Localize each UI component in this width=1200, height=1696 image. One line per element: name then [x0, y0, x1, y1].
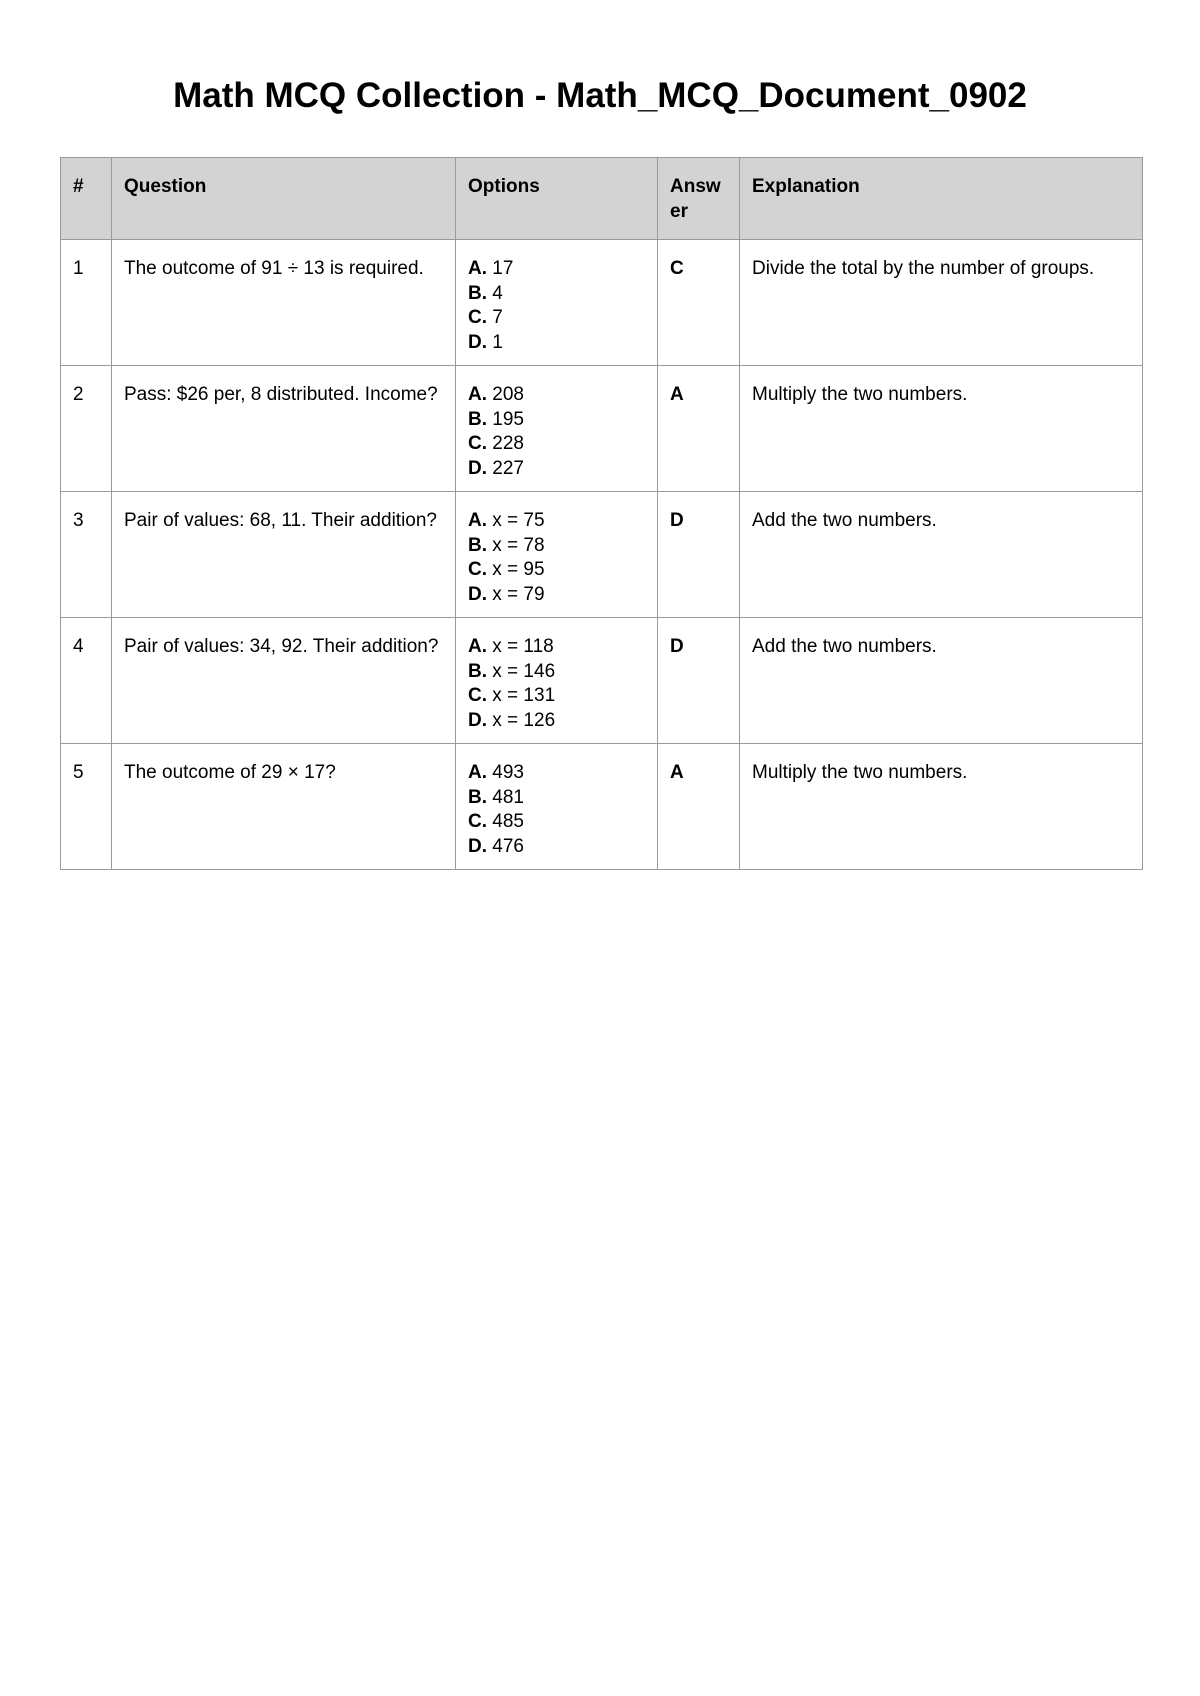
table-header — [61, 158, 1143, 240]
option-letter: D. — [468, 709, 487, 731]
option-text: 227 — [487, 457, 524, 479]
explanation-text: Add the two numbers. — [740, 618, 1143, 744]
header-options: Options — [456, 158, 658, 240]
option-letter: D. — [468, 835, 487, 857]
option-line — [468, 761, 645, 786]
option-line — [468, 835, 645, 860]
option-line — [468, 257, 645, 282]
option-text: x = 95 — [487, 559, 545, 580]
question-number: 3 — [61, 492, 112, 618]
answer-cell: C — [658, 240, 740, 366]
option-line — [468, 432, 645, 457]
option-text: x = 131 — [487, 685, 556, 706]
option-text: x = 146 — [487, 660, 556, 682]
table-row — [61, 240, 1143, 366]
option-line — [468, 709, 645, 734]
option-letter: D. — [468, 583, 487, 605]
option-text: 493 — [487, 762, 524, 783]
option-letter: B. — [468, 534, 487, 556]
option-line — [468, 635, 645, 660]
option-text: x = 78 — [487, 534, 545, 556]
option-line — [468, 306, 645, 331]
question-number: 4 — [61, 618, 112, 744]
option-line — [468, 331, 645, 356]
option-line — [468, 810, 645, 835]
option-line — [468, 282, 645, 307]
option-text: x = 79 — [487, 583, 545, 605]
table-row — [61, 492, 1143, 618]
option-text: 17 — [487, 258, 514, 279]
explanation-text: Divide the total by the number of groups. — [740, 240, 1143, 366]
table-row — [61, 618, 1143, 744]
option-letter: A. — [468, 762, 487, 783]
option-line — [468, 786, 645, 811]
option-letter: D. — [468, 331, 487, 353]
answer-cell: D — [658, 492, 740, 618]
option-text: 195 — [487, 408, 524, 430]
option-text: x = 126 — [487, 709, 556, 731]
option-letter: B. — [468, 282, 487, 304]
answer-cell: D — [658, 618, 740, 744]
answer-cell: A — [658, 744, 740, 870]
option-letter: C. — [468, 811, 487, 832]
table-body — [61, 240, 1143, 870]
option-letter: B. — [468, 786, 487, 808]
option-text: 4 — [487, 282, 503, 304]
option-line — [468, 684, 645, 709]
question-number: 1 — [61, 240, 112, 366]
option-text: 208 — [487, 384, 524, 405]
option-letter: A. — [468, 510, 487, 531]
question-text: The outcome of 29 × 17? — [112, 744, 456, 870]
options-cell — [456, 366, 658, 492]
question-text: The outcome of 91 ÷ 13 is required. — [112, 240, 456, 366]
header-row — [61, 158, 1143, 240]
option-line — [468, 383, 645, 408]
option-line — [468, 534, 645, 559]
options-cell — [456, 744, 658, 870]
option-line — [468, 558, 645, 583]
option-text: x = 118 — [487, 636, 554, 657]
table-row — [61, 744, 1143, 870]
mcq-table — [60, 157, 1143, 870]
option-text: 476 — [487, 835, 524, 857]
option-text: 7 — [487, 307, 503, 328]
question-text: Pass: $26 per, 8 distributed. Income? — [112, 366, 456, 492]
option-letter: A. — [468, 258, 487, 279]
question-text: Pair of values: 34, 92. Their addition? — [112, 618, 456, 744]
question-text: Pair of values: 68, 11. Their addition? — [112, 492, 456, 618]
option-letter: C. — [468, 685, 487, 706]
answer-cell: A — [658, 366, 740, 492]
header-explanation: Explanation — [740, 158, 1143, 240]
option-text: 228 — [487, 433, 524, 454]
explanation-text: Multiply the two numbers. — [740, 744, 1143, 870]
options-cell — [456, 618, 658, 744]
option-letter: C. — [468, 433, 487, 454]
option-text: x = 75 — [487, 510, 545, 531]
option-letter: B. — [468, 660, 487, 682]
options-cell — [456, 492, 658, 618]
option-text: 1 — [487, 331, 503, 353]
question-number: 5 — [61, 744, 112, 870]
options-cell — [456, 240, 658, 366]
option-line — [468, 660, 645, 685]
option-line — [468, 509, 645, 534]
option-letter: A. — [468, 636, 487, 657]
question-number: 2 — [61, 366, 112, 492]
option-letter: A. — [468, 384, 487, 405]
option-letter: D. — [468, 457, 487, 479]
document-title: Math MCQ Collection - Math_MCQ_Document_0902 — [173, 76, 1027, 115]
option-letter: C. — [468, 307, 487, 328]
explanation-text: Add the two numbers. — [740, 492, 1143, 618]
option-line — [468, 583, 645, 608]
header-answer: Answ er — [658, 158, 740, 240]
option-letter: B. — [468, 408, 487, 430]
option-text: 485 — [487, 811, 524, 832]
header-question: Question — [112, 158, 456, 240]
header-number: # — [61, 158, 112, 240]
option-line — [468, 408, 645, 433]
option-line — [468, 457, 645, 482]
explanation-text: Multiply the two numbers. — [740, 366, 1143, 492]
option-text: 481 — [487, 786, 524, 808]
option-letter: C. — [468, 559, 487, 580]
table-row — [61, 366, 1143, 492]
